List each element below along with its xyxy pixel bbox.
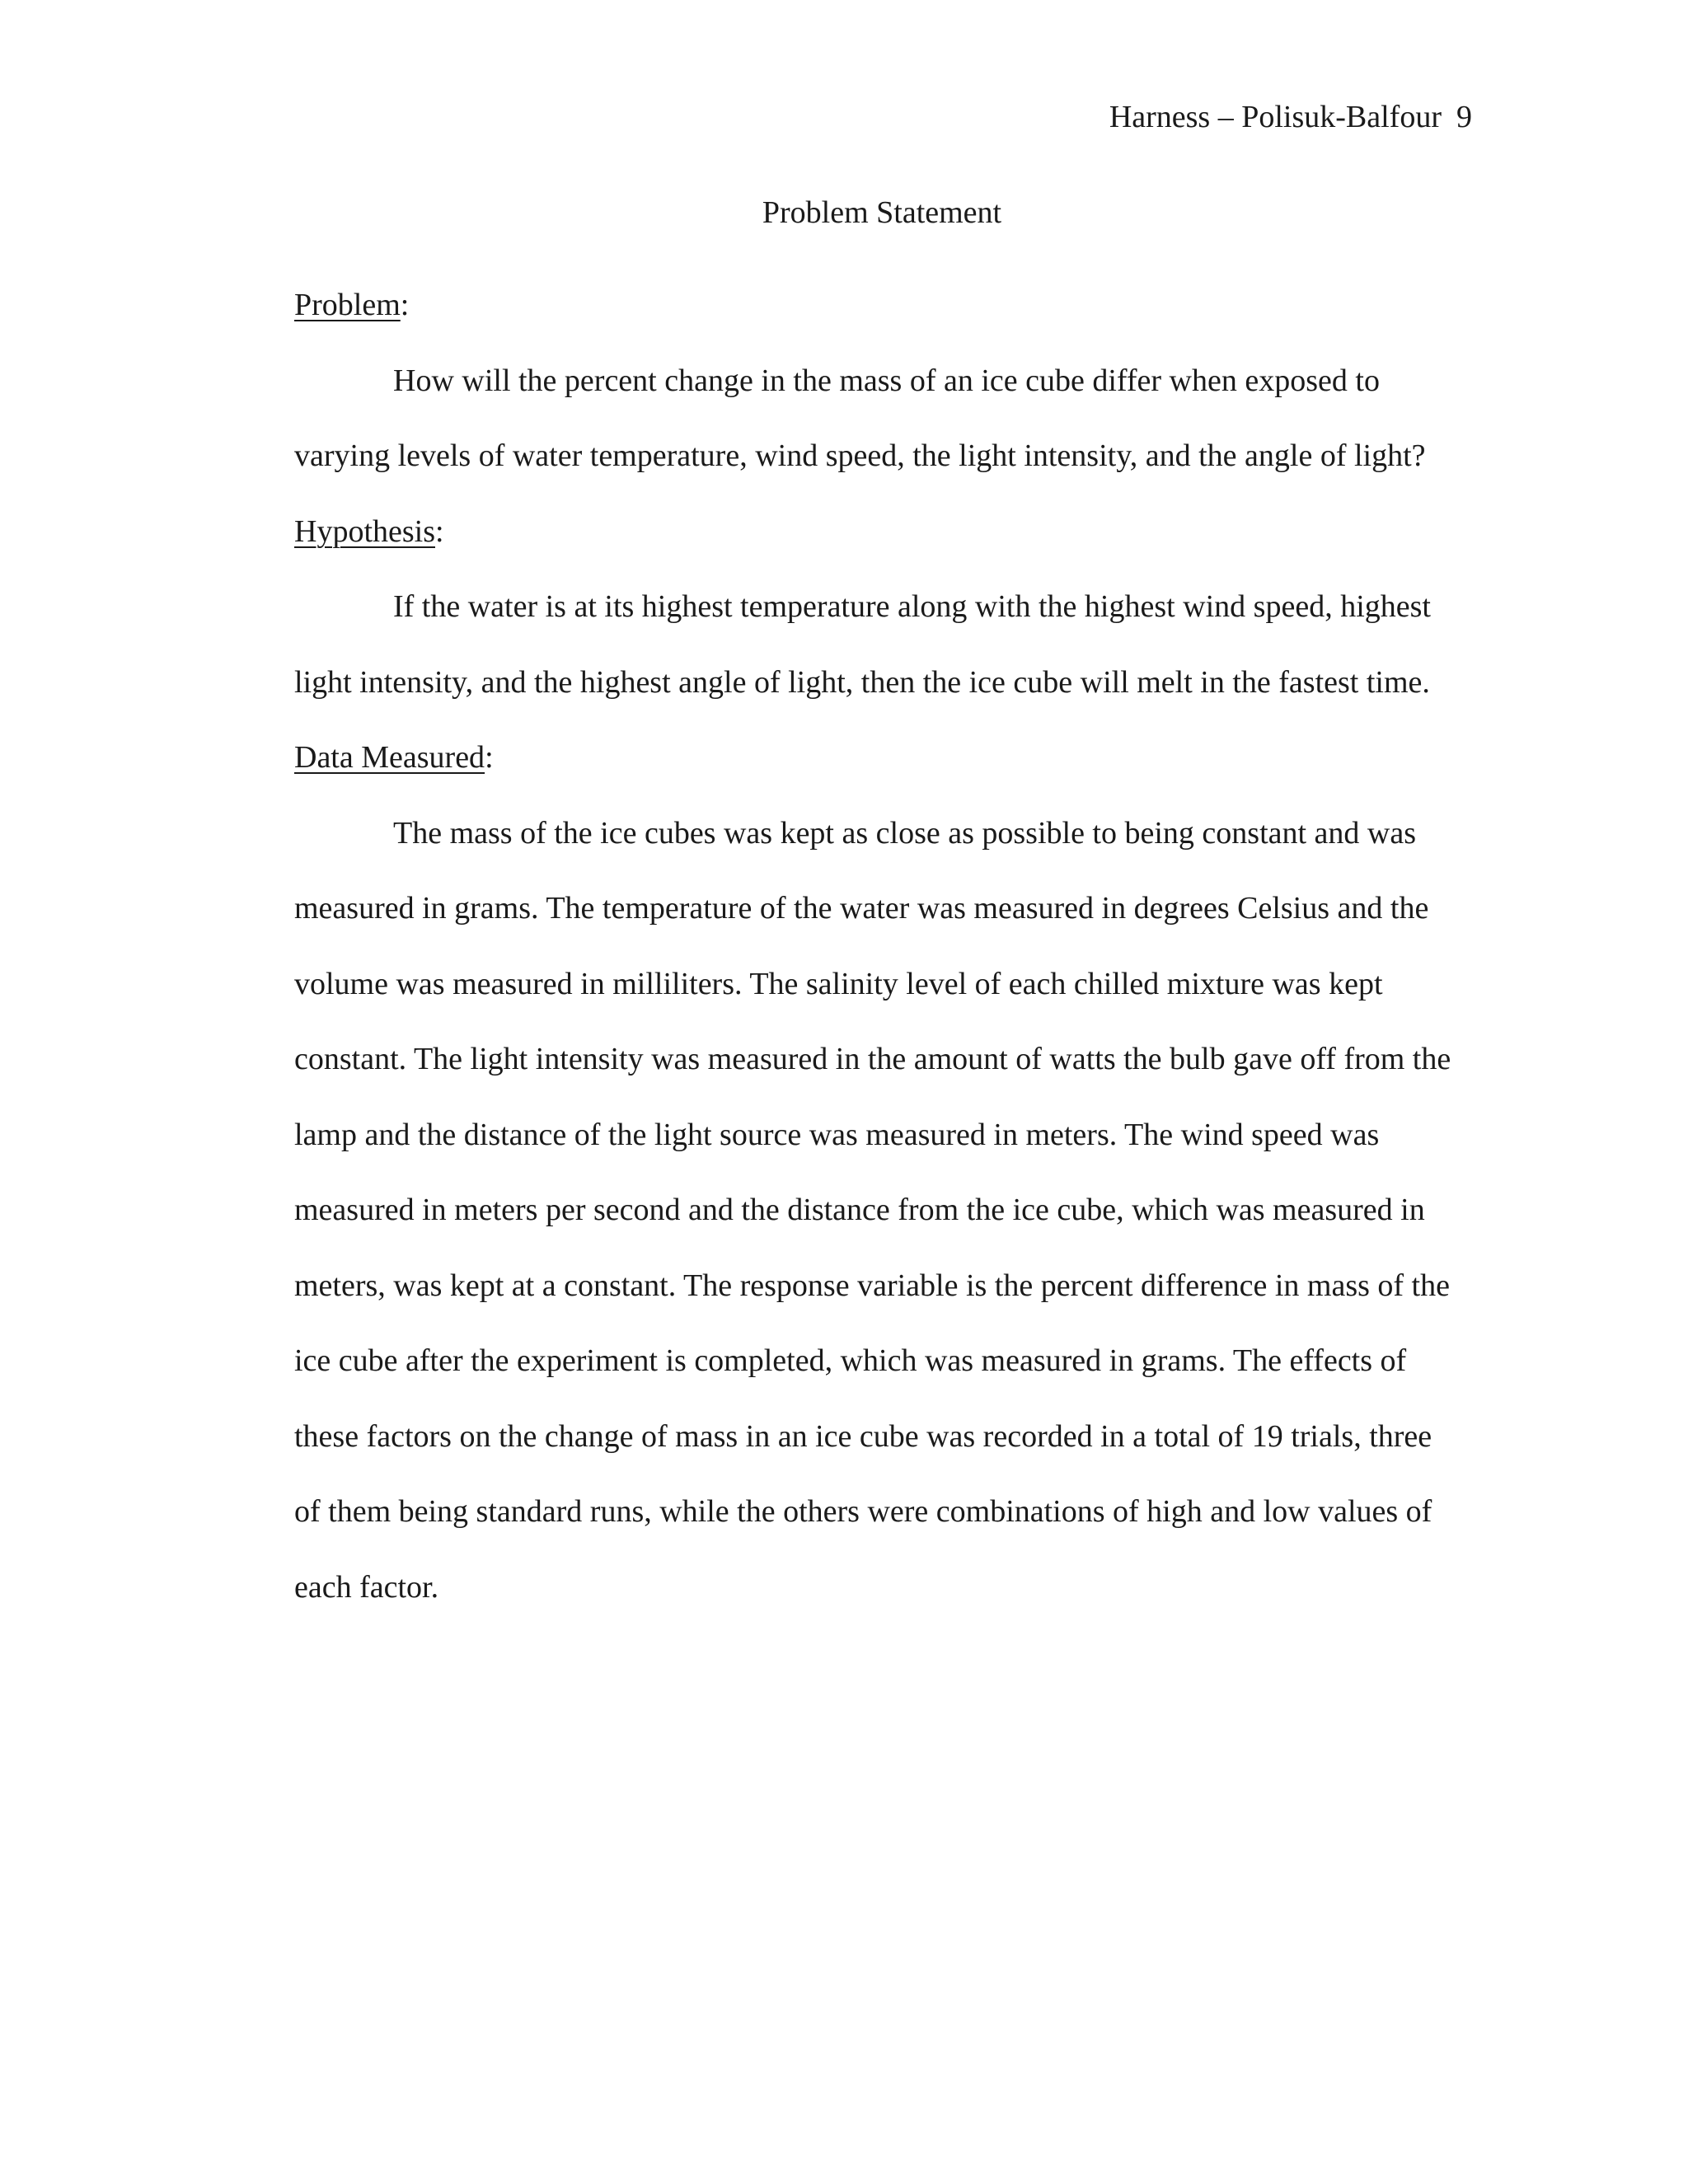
hypothesis-paragraph: If the water is at its highest temperature along with the highest wind speed, highest light intensity, and the highest angle of light, then the ice cube will melt in the fastest time. [294,589,1431,700]
document-body [294,268,1465,1625]
running-head [1109,97,1472,137]
running-head-title: Harness – Polisuk-Balfour [1109,100,1442,134]
section-heading-data-measured: Data Measured: [294,740,494,775]
data-measured-heading-label: Data Measured [294,740,485,775]
data-measured-paragraph: The mass of the ice cubes was kept as close as possible to being constant and was measured in grams. The temperature of the water was measured in degrees Celsius and the volume was measured in milliliters. The salinity level of each chilled mixture was kept constant. The light intensity was measured in the amount of watts the bulb gave off from the lamp and the distance of the light source was measured in meters. The wind speed was measured in meters per second and the distance from the ice cube, which was measured in meters, was kept at a constant. The response variable is the percent difference in mass of the ice cube after the experiment is completed, which was measured in grams. The effects of these factors on the change of mass in an ice cube was recorded in a total of 19 trials, three of them being standard runs, while the others were combinations of high and low values of each factor. [294,815,1451,1605]
section-heading-problem: Problem: [294,288,410,322]
section-heading-hypothesis: Hypothesis: [294,513,444,549]
hypothesis-heading-label: Hypothesis [294,513,435,549]
page-number: 9 [1456,100,1472,134]
problem-heading-label: Problem [294,288,401,322]
page-title: Problem Statement [762,195,1002,230]
problem-paragraph: How will the percent change in the mass of an ice cube differ when exposed to varying levels of water temperature, wind speed, the light intensity, and the angle of light? [294,363,1426,473]
